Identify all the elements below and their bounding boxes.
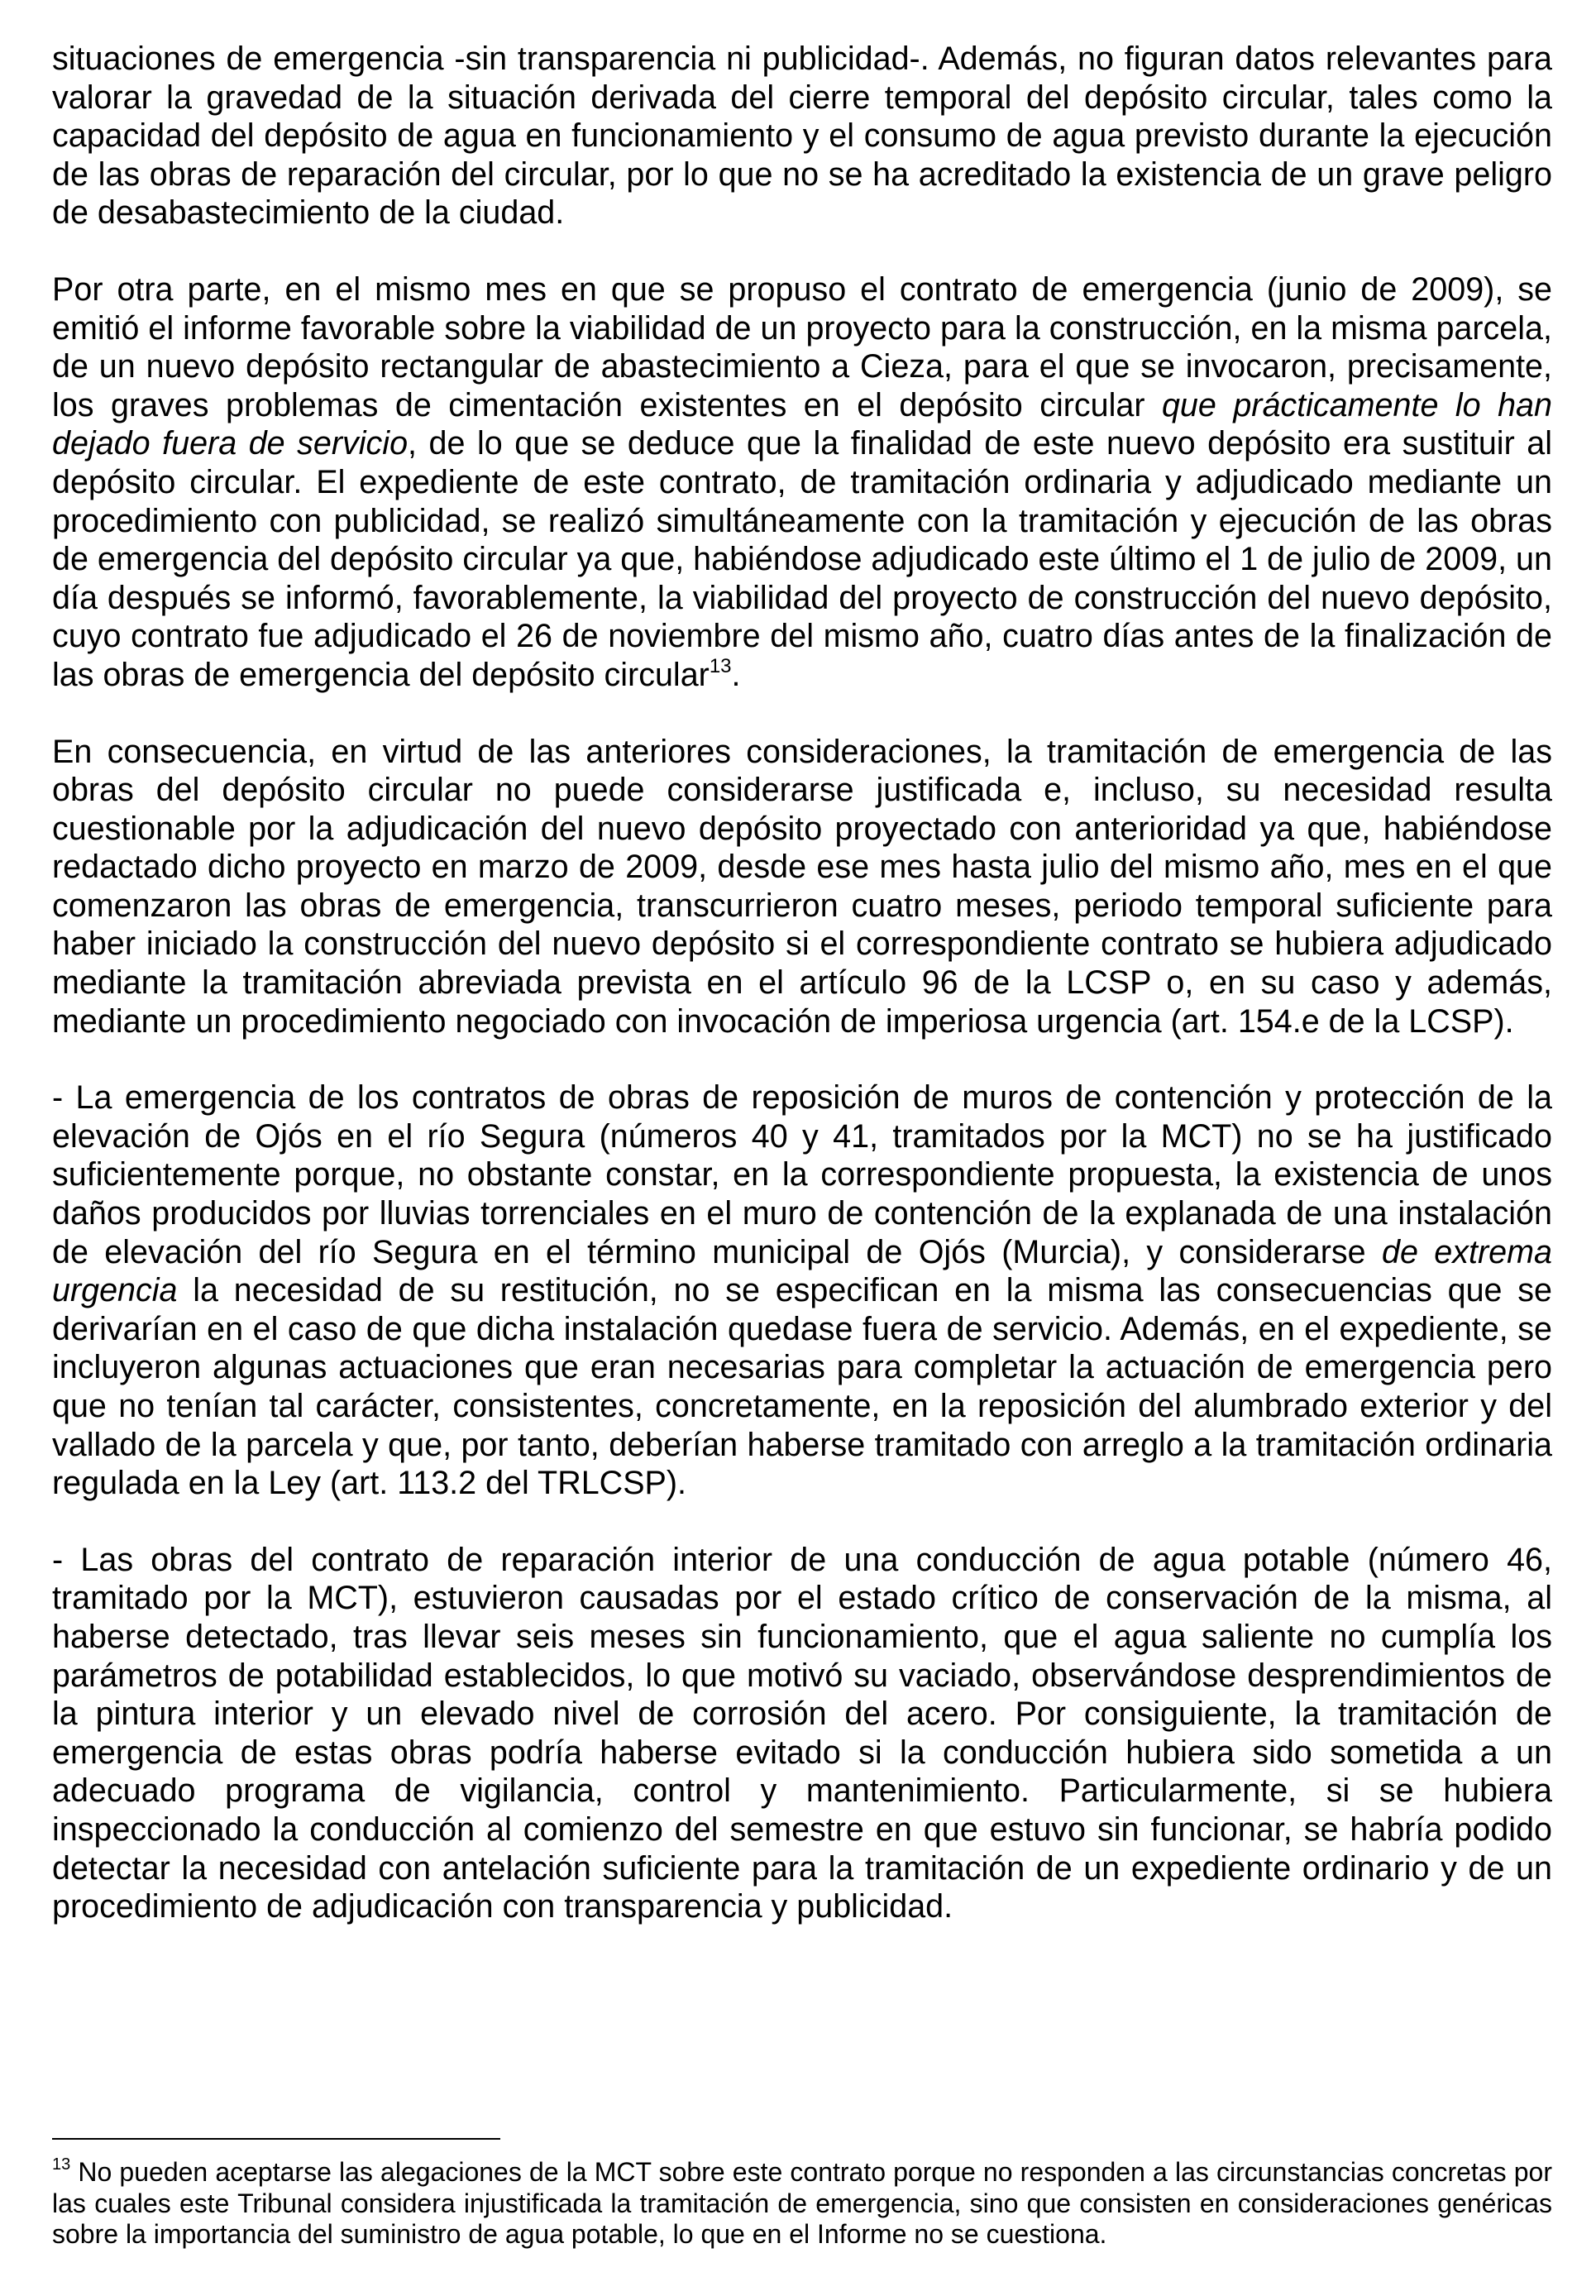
footnote-number: 13 [52, 2155, 71, 2174]
text-run: - La emergencia de los contratos de obras de reposición de muros de contención y protección de la elevación de Ojós en el río Segura (números 40 y 41, tramitados por la MCT) no se ha justificado suficientemente porque, no obstante constar, en la correspondiente propuesta, la existencia de unos daños producidos por lluvias torrenciales en el muro de contención de la explanada de una instalación de elevación del río Segura en el término municipal de Ojós (Murcia), y considerarse [52, 1079, 1552, 1270]
footnote-separator [52, 2138, 500, 2140]
text-run: situaciones de emergencia -sin transparencia ni publicidad-. Además, no figuran datos relevantes para valorar la gravedad de la situación derivada del cierre temporal del depósito circular, tales como la capacidad del depósito de agua en funcionamiento y el consumo de agua previsto durante la ejecución de las obras de reparación del circular, por lo que no se ha acreditado la existencia de un grave peligro de desabastecimiento de la ciudad. [52, 41, 1552, 232]
paragraph-3 [52, 733, 1552, 1041]
text-run: la necesidad de su restitución, no se especifican en la misma las consecuencias que se derivarían en el caso de que dicha instalación quedase fuera de servicio. Además, en el expediente, se incluyeron algunas actuaciones que eran necesarias para completar la actuación de emergencia pero que no tenían tal carácter, consistentes, concretamente, en la reposición del alumbrado exterior y del vallado de la parcela y que, por tanto, deberían haberse tramitado con arreglo a la tramitación ordinaria regulada en la Ley (art. 113.2 del TRLCSP). [52, 1272, 1552, 1502]
footnote-text: No pueden aceptarse las alegaciones de la MCT sobre este contrato porque no responden a las circunstancias concretas por las cuales este Tribunal considera injustificada la tramitación de emergencia, sino que consisten en consideraciones genéricas sobre la importancia del suministro de agua potable, lo que en el Informe no se cuestiona. [52, 2157, 1552, 2249]
paragraph-4 [52, 1079, 1552, 1503]
text-run: - Las obras del contrato de reparación interior de una conducción de agua potable (número 46, tramitado por la MCT), estuvieron causadas por el estado crítico de conservación de la misma, al haberse detectado, tras llevar seis meses sin funcionamiento, que el agua saliente no cumplía los parámetros de potabilidad establecidos, lo que motivó su vaciado, observándose desprendimientos de la pintura interior y un elevado nivel de corrosión del acero. Por consiguiente, la tramitación de emergencia de estas obras podría haberse evitado si la conducción hubiera sido sometida a un adecuado programa de vigilancia, control y mantenimiento. Particularmente, si se hubiera inspeccionado la conducción al comienzo del semestre en que estuvo sin funcionar, se habría podido detectar la necesidad con antelación suficiente para la tramitación de un expediente ordinario y de un procedimiento de adjudicación con transparencia y publicidad. [52, 1541, 1552, 1925]
italic-quote: de extrema urgencia [52, 1233, 1552, 1309]
paragraph-1 [52, 40, 1552, 232]
footnote-reference[interactable]: 13 [709, 654, 732, 677]
text-run: . [731, 656, 741, 693]
text-run: , de lo que se deduce que la finalidad de este nuevo depósito era sustituir al depósito circular. El expediente de este contrato, de tramitación ordinaria y adjudicado mediante un procedimiento con publicidad, se realizó simultáneamente con la tramitación y ejecución de las obras de emergencia del depósito circular ya que, habiéndose adjudicado este último el 1 de julio de 2009, un día después se informó, favorablemente, la viabilidad del proyecto de construcción del nuevo depósito, cuyo contrato fue adjudicado el 26 de noviembre del mismo año, cuatro días antes de la finalización de las obras de emergencia del depósito circular [52, 425, 1552, 693]
paragraph-2 [52, 270, 1552, 695]
document-body [52, 40, 1552, 1926]
text-run: Por otra parte, en el mismo mes en que se propuso el contrato de emergencia (junio de 2009), se emitió el informe favorable sobre la viabilidad de un proyecto para la construcción, en la misma parcela, de un nuevo depósito rectangular de abastecimiento a Cieza, para el que se invocaron, precisamente, los graves problemas de cimentación existentes en el depósito circular [52, 270, 1552, 423]
paragraph-5 [52, 1541, 1552, 1926]
footnote [52, 2157, 1552, 2251]
text-run: En consecuencia, en virtud de las anteriores consideraciones, la tramitación de emergencia de las obras del depósito circular no puede considerarse justificada e, incluso, su necesidad resulta cuestionable por la adjudicación del nuevo depósito proyectado con anterioridad ya que, habiéndose redactado dicho proyecto en marzo de 2009, desde ese mes hasta julio del mismo año, mes en el que comenzaron las obras de emergencia, transcurrieron cuatro meses, periodo temporal suficiente para haber iniciado la construcción del nuevo depósito si el correspondiente contrato se hubiera adjudicado mediante la tramitación abreviada prevista en el artículo 96 de la LCSP o, en su caso y además, mediante un procedimiento negociado con invocación de imperiosa urgencia (art. 154.e de la LCSP). [52, 733, 1552, 1040]
italic-quote: que prácticamente lo han dejado fuera de servicio [52, 386, 1552, 462]
